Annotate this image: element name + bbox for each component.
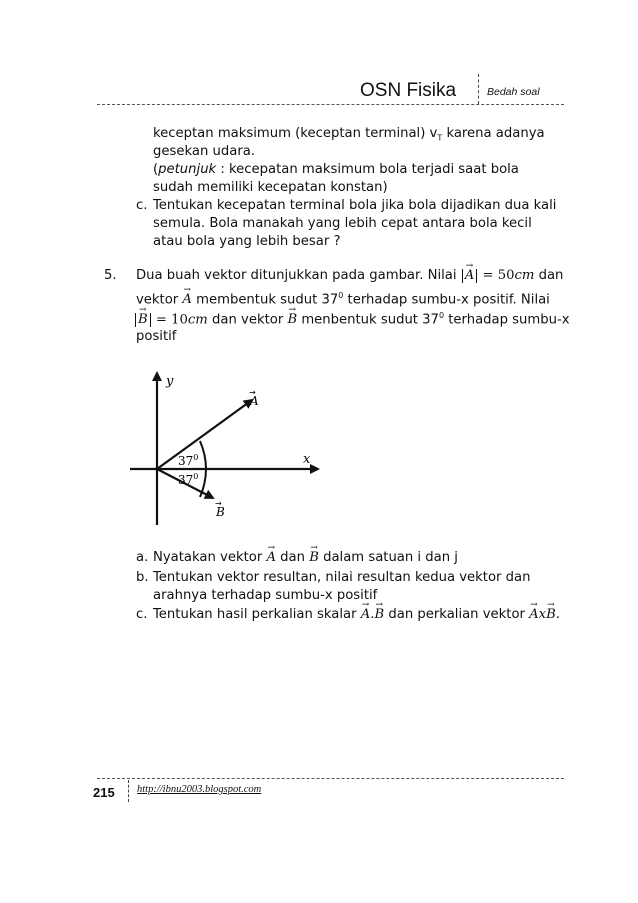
text: membentuk sudut 37 [191,292,339,308]
unit: cm [514,268,535,283]
text: Nyatakan vektor [153,550,267,565]
text: dan [275,550,310,565]
text: dalam satuan i dan j [318,550,458,565]
vector-a-symbol: → A [529,606,539,624]
item-c-line-2: semula. Bola manakah yang lebih cepat antara bola kecil [153,216,532,231]
degree-sup: 0 [338,291,344,300]
text: dan perkalian vektor [384,607,530,622]
text: keceptan maksimum (keceptan terminal) v [153,126,438,141]
question-a-label: a. [136,550,149,565]
footer-url-link[interactable]: http://ibnu2003.blogspot.com [137,784,262,795]
degree-sup: 0 [438,311,445,320]
magnitude-a [462,269,478,283]
text: menbentuk sudut 37 [297,312,439,328]
header-rule [97,104,564,105]
vector-b-symbol: → B [138,313,148,327]
item-c-line-1: Tentukan kecepatan terminal bola jika bola dijadikan dua kali [153,198,557,213]
footer-separator [128,780,129,802]
vector-a-symbol: → A [361,606,371,624]
dot-operator: . [370,607,375,622]
y-axis-label: y [166,374,174,389]
text: . [555,607,561,622]
text: karena adanya [442,126,545,141]
item-c-line-3: atau bola yang lebih besar ? [153,234,341,249]
cross-operator: x [538,607,547,622]
angle-label-bottom: $37^0$ [178,472,199,487]
vector-b-label: B [216,505,225,519]
vector-b-symbol: → B [374,606,384,624]
question-c [153,606,560,624]
text: Tentukan hasil perkalian skalar [153,607,361,622]
header-subtitle: Bedah soal [487,86,540,98]
text: = 50 [478,268,515,283]
text: vektor [136,292,183,308]
vector-b-symbol: → B [309,549,319,567]
text: = 10 [151,312,188,328]
question-a [153,549,458,567]
text: Dua buah vektor ditunjukkan pada gambar. Nilai [136,268,461,283]
footer-rule [97,778,564,779]
text: : kecepatan maksimum bola terjadi saat bola [216,162,519,177]
vector-a-label: A [250,394,259,408]
subscript-t: T [437,133,443,143]
problem-number: 5. [104,268,117,283]
vector-b-symbol: → B [546,606,556,624]
vector-a-symbol: → A [266,549,276,567]
continuation-line-4: sudah memiliki kecepatan konstan) [153,180,388,195]
header-title: OSN Fisika [360,80,457,101]
x-axis-label: x [303,452,311,467]
problem-line-4: positif [136,329,177,344]
text: ( [153,162,159,177]
question-c-label: c. [136,607,148,622]
hint-word: petunjuk [158,162,217,177]
problem-line-1 [136,267,563,285]
vector-a-arrowhead-mark: → [249,388,256,397]
question-b-line-2: arahnya terhadap sumbu-x positif [153,588,378,603]
vector-a-symbol: → A [465,269,475,283]
text: terhadap sumbu-x positif. Nilai [343,292,550,308]
page-number: 215 [93,785,115,800]
problem-line-3 [134,307,570,329]
vector-b-arrowhead-mark: → [215,499,222,508]
unit: cm [187,312,208,328]
question-b-label: b. [136,570,149,585]
magnitude-b [135,313,151,327]
text: dan [534,268,564,283]
continuation-line-2: gesekan udara. [153,144,256,159]
vector-a-symbol: → A [182,291,192,309]
vector-diagram [130,365,330,530]
item-c-label: c. [136,198,148,213]
question-b-line-1: Tentukan vektor resultan, nilai resultan kedua vektor dan [153,570,531,585]
text: terhadap sumbu-x [444,312,570,328]
vector-b-symbol: → B [287,311,297,329]
hint-line [153,161,519,179]
text: dan vektor [207,312,288,328]
header-separator [478,74,479,104]
angle-label-top: $37^0$ [178,453,199,468]
